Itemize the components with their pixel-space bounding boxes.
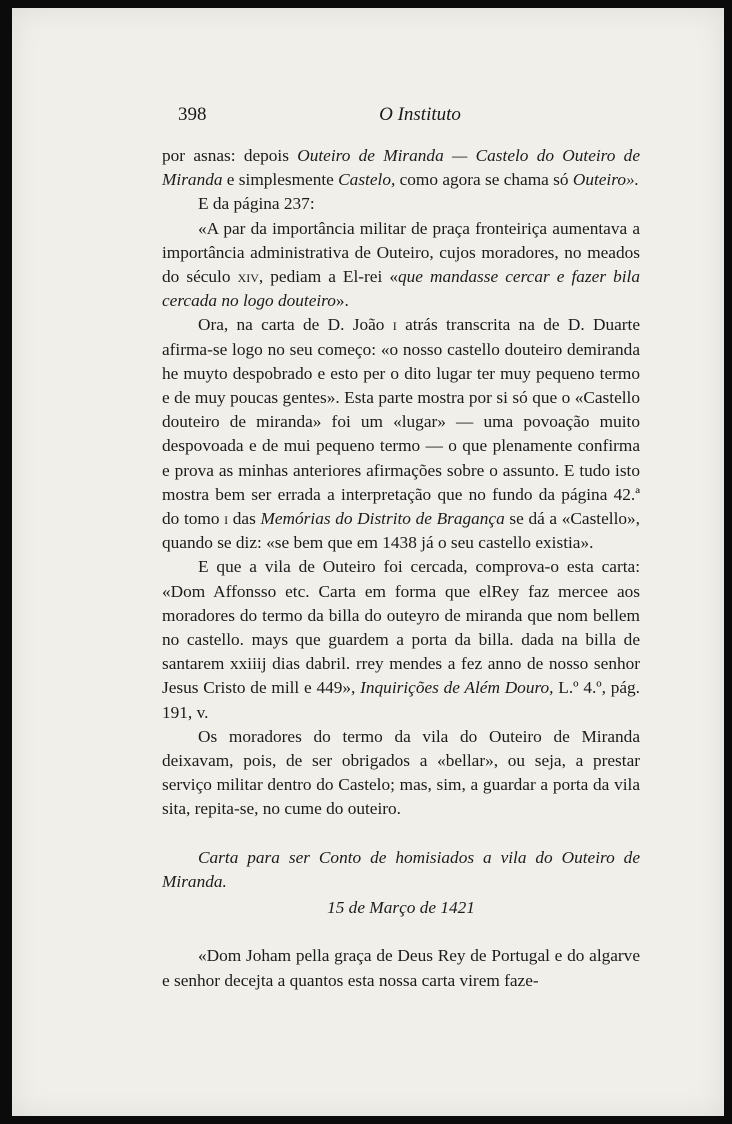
document-date: 15 de Março de 1421 xyxy=(327,898,475,918)
paragraph-1: por asnas: depois Outeiro de Miranda — Castelo do Outeiro de Miranda e simplesmente Castelo, como agora se chama só Outeiro». xyxy=(162,146,640,190)
document-title: Carta para ser Conto de homisiados a vila do Outeiro de Miranda. xyxy=(162,847,640,891)
paragraph-7: «Dom Joham pella graça de Deus Rey de Portugal e do algarve e senhor decejta a quantos esta nossa carta virem faze- xyxy=(162,946,640,990)
section-gap-2 xyxy=(162,920,640,944)
body-text xyxy=(162,144,640,993)
paragraph-6: Os moradores do termo da vila do Outeiro de Miranda deixavam, pois, de ser obrigados a «bellar», ou seja, a prestar serviço militar dentro do Castelo; mas, sim, a guardar a porta da vila sita, repita-se, no cume do outeiro. xyxy=(162,726,640,819)
paragraph-4: Ora, na carta de D. João i atrás transcrita na de D. Duarte afirma-se logo no seu começo: «o nosso castello douteiro demiranda he muyto despobrado e esto per o dito lugar ter muy pequeno termo e de muy poucas gentes». Esta parte mostra por si só que o «Castello douteiro de miranda» foi um «lugar» — uma povoação muito despovoada e de mui pequeno termo — o que plenamente confirma e prova as minhas anteriores afirmações sobre o assunto. E tudo isto mostra bem ser errada a interpretação que no fundo da página 42.ª do tomo i das Memórias do Distrito de Bragança se dá a «Castello», quando se diz: «se bem que em 1438 já o seu castello existia». xyxy=(162,315,640,553)
page-number: 398 xyxy=(178,104,207,125)
page-header xyxy=(178,104,662,130)
section-gap xyxy=(162,822,640,846)
paragraph-2: E da página 237: xyxy=(198,194,315,214)
paragraph-5: E que a vila de Outeiro foi cercada, comprova-o esta carta: «Dom Affonsso etc. Carta em forma que elRey faz mercee aos moradores do termo da billa do outeyro de miranda que nom bellem no castello. mays que guardem a porta da billa. dada na billa de santarem xxiiij dias dabril. rrey mendes a fez anno de nosso senhor Jesus Cristo de mill e 449», Inquirições de Além Douro, L.º 4.º, pág. 191, v. xyxy=(162,557,641,722)
running-head: O Instituto xyxy=(379,104,461,125)
paragraph-3: «A par da importância militar de praça fronteiriça aumentava a importância administrativa de Outeiro, cujos moradores, no meados do século xiv, pediam a El-rei «que mandasse cercar e fazer bila cercada no logo douteiro». xyxy=(162,218,640,311)
